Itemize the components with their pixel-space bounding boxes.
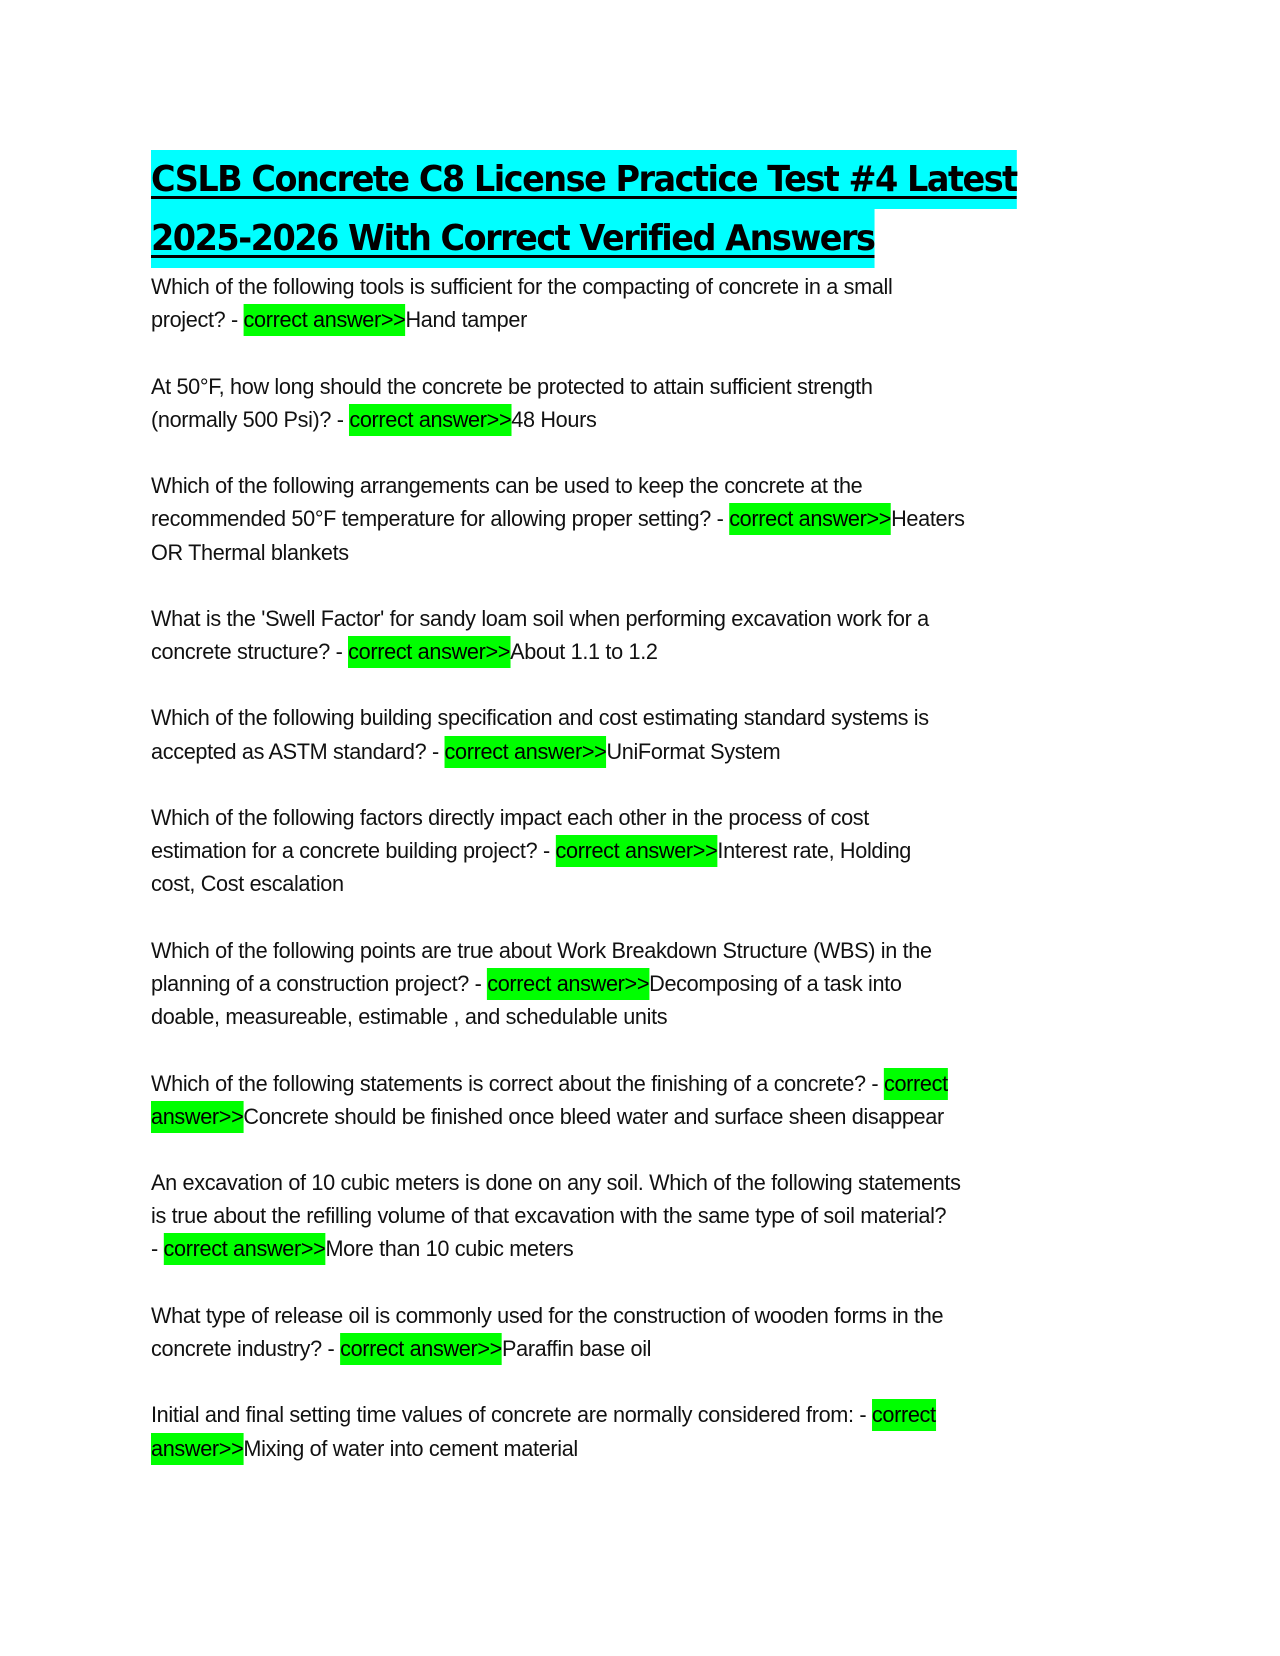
text-segment: UniFormat System	[606, 738, 781, 764]
text-segment: Hand tamper	[405, 307, 527, 333]
text-segment: 48 Hours	[511, 406, 597, 432]
question-answer-item	[151, 1398, 1151, 1464]
document-page	[151, 150, 1151, 1498]
text-line	[151, 635, 1136, 668]
question-answer-list	[151, 270, 1151, 1465]
text-line	[151, 1166, 1136, 1199]
text-segment: Heaters	[891, 506, 965, 532]
text-line	[151, 1432, 1136, 1465]
answer-marker-highlight: correct answer>>	[729, 503, 891, 535]
answer-marker-highlight: correct answer>>	[349, 404, 511, 436]
text-segment: Which of the following points are true about Work Breakdown Structure (WBS) in the	[151, 937, 932, 963]
text-line	[151, 701, 1136, 734]
text-line	[151, 536, 1136, 569]
answer-marker-highlight: correct answer>>	[244, 304, 406, 336]
text-line	[151, 801, 1136, 834]
text-segment: accepted as ASTM standard? -	[151, 738, 445, 764]
question-answer-item	[151, 469, 1151, 569]
text-segment: (normally 500 Psi)? -	[151, 406, 350, 432]
text-segment: concrete structure? -	[151, 639, 349, 665]
text-line	[151, 1000, 1136, 1033]
answer-marker-highlight: correct answer>>	[487, 968, 649, 1000]
question-answer-item	[151, 801, 1151, 901]
answer-marker-highlight: correct answer>>	[164, 1233, 326, 1265]
text-line	[151, 934, 1136, 967]
text-line	[151, 1067, 1136, 1100]
text-segment: Which of the following building specification and cost estimating standard systems is	[151, 705, 929, 731]
text-segment: -	[151, 1236, 164, 1262]
answer-marker-highlight: correct answer>>	[340, 1333, 502, 1365]
text-segment: An excavation of 10 cubic meters is done on any soil. Which of the following statements	[151, 1170, 961, 1196]
text-line	[151, 834, 1136, 867]
answer-marker-highlight: correct	[884, 1068, 948, 1100]
answer-marker-highlight: correct answer>>	[445, 736, 607, 768]
text-segment: cost, Cost escalation	[151, 871, 344, 897]
answer-marker-highlight: correct	[872, 1399, 936, 1431]
text-line	[151, 1398, 1136, 1431]
title-line-1: CSLB Concrete C8 License Practice Test #4 Latest	[151, 150, 1017, 209]
text-line	[151, 1199, 1136, 1232]
text-segment: What type of release oil is commonly used for the construction of wooden forms in the	[151, 1302, 944, 1328]
text-line	[151, 469, 1136, 502]
text-line	[151, 735, 1136, 768]
question-answer-item	[151, 1299, 1151, 1365]
text-line	[151, 602, 1136, 635]
text-line	[151, 1332, 1136, 1365]
text-segment: Which of the following arrangements can be used to keep the concrete at the	[151, 473, 863, 499]
document-title	[151, 150, 1081, 268]
question-answer-item	[151, 370, 1151, 436]
text-segment: Interest rate, Holding	[717, 838, 912, 864]
text-segment: Which of the following statements is correct about the finishing of a concrete? -	[151, 1070, 884, 1096]
text-segment: Which of the following tools is sufficient for the compacting of concrete in a small	[151, 274, 893, 299]
answer-marker-highlight: correct answer>>	[348, 636, 510, 668]
text-line	[151, 370, 1136, 403]
text-segment: About 1.1 to 1.2	[510, 639, 658, 665]
text-segment: Paraffin base oil	[501, 1336, 652, 1361]
answer-marker-highlight: answer>>	[151, 1101, 243, 1133]
text-segment: OR Thermal blankets	[151, 539, 349, 565]
text-line	[151, 967, 1136, 1000]
text-segment: Which of the following factors directly impact each other in the process of cost	[151, 805, 869, 830]
text-line	[151, 1232, 1136, 1265]
question-answer-item	[151, 602, 1151, 668]
text-segment: is true about the refilling volume of that excavation with the same type of soil material?	[151, 1203, 947, 1229]
text-segment: More than 10 cubic meters	[325, 1236, 574, 1262]
answer-marker-highlight: answer>>	[151, 1433, 243, 1465]
text-segment: estimation for a concrete building project? -	[151, 838, 556, 864]
text-segment: concrete industry? -	[151, 1336, 341, 1361]
question-answer-item	[151, 701, 1151, 767]
text-line	[151, 1100, 1136, 1133]
text-line	[151, 867, 1136, 900]
text-line	[151, 403, 1136, 436]
text-segment: planning of a construction project? -	[151, 970, 488, 996]
answer-marker-highlight: correct answer>>	[556, 835, 718, 867]
text-segment: doable, measureable, estimable , and schedulable units	[151, 1004, 668, 1030]
question-answer-item	[151, 1067, 1151, 1133]
title-line-2: 2025-2026 With Correct Verified Answers	[151, 209, 874, 268]
text-segment: What is the 'Swell Factor' for sandy loam soil when performing excavation work for a	[151, 605, 929, 631]
text-segment: recommended 50°F temperature for allowing proper setting? -	[151, 506, 730, 532]
question-answer-item	[151, 934, 1151, 1034]
text-line	[151, 502, 1136, 535]
text-line	[151, 303, 1136, 336]
text-segment: project? -	[151, 307, 244, 333]
question-answer-item	[151, 1166, 1151, 1266]
text-segment: Initial and final setting time values of concrete are normally considered from: -	[151, 1402, 872, 1428]
text-segment: Concrete should be finished once bleed water and surface sheen disappear	[243, 1103, 944, 1129]
text-line	[151, 270, 1136, 303]
text-segment: Decomposing of a task into	[649, 970, 902, 996]
text-segment: At 50°F, how long should the concrete be protected to attain sufficient strength	[151, 373, 873, 399]
text-line	[151, 1299, 1136, 1332]
question-answer-item	[151, 270, 1151, 336]
text-segment: Mixing of water into cement material	[243, 1435, 578, 1461]
